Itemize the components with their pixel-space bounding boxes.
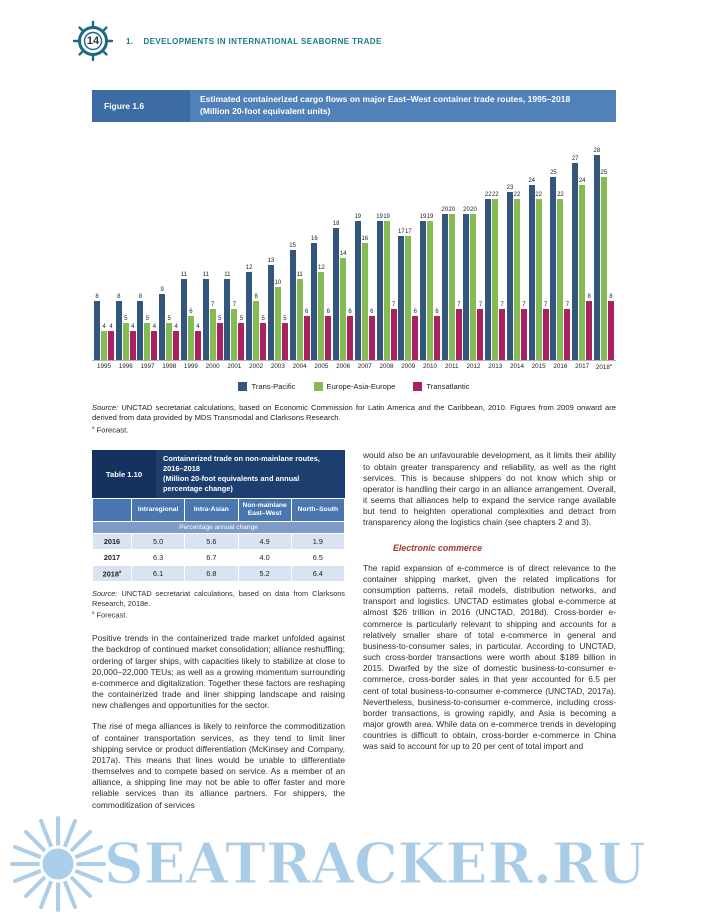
table-row — [93, 565, 345, 581]
chapter-number: 1. — [126, 36, 134, 46]
x-axis-label: 2001 — [227, 362, 242, 370]
bar-value-label: 16 — [311, 235, 318, 242]
bar — [130, 331, 136, 360]
sun-icon — [8, 814, 108, 914]
bar — [181, 279, 187, 359]
bar — [188, 316, 194, 360]
bar-group — [442, 207, 462, 360]
bar-value-label: 7 — [522, 301, 526, 308]
x-axis-label: 2000 — [205, 362, 220, 370]
bar-value-label: 4 — [152, 323, 157, 330]
bar-group — [550, 170, 570, 360]
section-heading: Electronic commerce — [393, 542, 482, 553]
bar — [485, 199, 491, 360]
x-axis-label: 2008 — [379, 362, 394, 370]
bar-group — [507, 185, 527, 360]
bar-value-label: 4 — [109, 323, 113, 330]
bar-value-label: 11 — [202, 272, 209, 279]
bar-value-label: 17 — [397, 228, 405, 235]
bar — [572, 163, 578, 360]
bar — [420, 221, 426, 360]
bar — [608, 301, 614, 359]
bar-value-label: 4 — [196, 323, 200, 330]
watermark-text: SEATRACKER.RU — [104, 831, 646, 897]
bar-value-label: 14 — [339, 250, 347, 257]
bar-value-label: 5 — [167, 316, 171, 323]
bar-value-label: 19 — [376, 214, 383, 221]
source-text: UNCTAD secretariat calculations, based on data from Clarksons Research, 2018e. — [92, 589, 345, 608]
table-cell: 6.4 — [291, 565, 344, 581]
bar-value-label: 5 — [239, 316, 244, 323]
bar-group — [94, 294, 114, 359]
bar-value-label: 7 — [457, 301, 461, 308]
bar — [311, 243, 317, 360]
table-cell: 4.0 — [238, 549, 291, 565]
bar-value-label: 15 — [289, 243, 296, 250]
bar — [427, 221, 433, 360]
bar-value-label: 17 — [404, 228, 412, 235]
figure-label: Figure 1.6 — [92, 90, 190, 122]
column-header: Intraregional — [132, 499, 185, 521]
table-cell: 6.5 — [291, 549, 344, 565]
bar-value-label: 4 — [174, 323, 178, 330]
table-body — [93, 533, 345, 581]
bar-value-label: 10 — [274, 279, 282, 286]
body-paragraph: The rise of mega alliances is likely to reinforce the commoditization of container transportation services, as they tend to limit liner shipping service or product differentiation (McKinsey and Company, 2017a). This means that lines would be unable to differentiate themselves and to compete based on service. As a member of an alliance, a shipping line may not be able to offer faster and more reliable services than its alliance partners. For shippers, the commoditization of services — [92, 721, 345, 810]
bar-group — [159, 287, 179, 360]
bar-value-label: 25 — [600, 170, 608, 177]
bar — [224, 279, 230, 359]
footnote-text: Forecast. — [96, 610, 128, 620]
bar — [318, 272, 324, 360]
bar — [557, 199, 563, 360]
bar-group — [311, 236, 331, 360]
bar-value-label: 20 — [470, 206, 477, 213]
table-cell: 6.7 — [185, 549, 238, 565]
x-axis-label: 2018$^a$ — [595, 362, 612, 371]
table-cell: 1.9 — [291, 533, 344, 549]
table-banner — [92, 450, 345, 498]
bar — [499, 309, 505, 360]
legend-label: Europe-Asia-Europe — [326, 381, 396, 391]
bar — [521, 309, 527, 360]
bar — [108, 331, 114, 360]
row-year: 2017 — [93, 549, 132, 565]
body-paragraph: Positive trends in the containerized trade market unfolded against the backdrop of continued market consolidation; alliance reshuffling; ordering of larger ships, with capacities likely to stabilize at close to 20,000–22,000 TEUs; as well as a growing momentum surrounding e-commerce and digitalization. Together these factors are reshaping the containerized trade and liner shipping landscape and raising new challenges and opportunities for the sector. — [92, 633, 345, 711]
bar — [290, 250, 296, 360]
bar — [477, 309, 483, 360]
bar-group — [246, 265, 266, 360]
bar — [586, 301, 592, 359]
bar — [369, 316, 375, 360]
bar — [260, 323, 266, 360]
table-cell: 4.9 — [238, 533, 291, 549]
bar-value-label: 8 — [95, 294, 99, 301]
bar — [384, 221, 390, 360]
bar-value-label: 6 — [435, 308, 439, 315]
bar — [282, 323, 288, 360]
bar — [195, 331, 201, 360]
row-year: 2018$^a$ — [93, 565, 132, 581]
bar-value-label: 8 — [609, 294, 613, 301]
table-cell: 5.6 — [185, 533, 238, 549]
source-text: UNCTAD secretariat calculations, based on Economic Commission for Latin America and the Caribbean, 2010. Figures from 2009 onward are derived from data provided by MDS Transmodal and Clarksons Research. — [92, 402, 616, 422]
figure-source — [92, 403, 616, 423]
bar-value-label: 24 — [528, 177, 536, 184]
bar-value-label: 5 — [218, 316, 222, 323]
bar — [253, 301, 259, 359]
table-cell: 5.0 — [132, 533, 185, 549]
legend-swatch — [314, 382, 323, 391]
bar-value-label: 8 — [138, 294, 143, 301]
x-axis-label: 1996 — [118, 362, 133, 370]
bar — [203, 279, 209, 359]
bar — [101, 331, 107, 360]
bar — [217, 323, 223, 360]
bar — [391, 309, 397, 360]
x-axis-label: 2007 — [357, 362, 372, 370]
bar-value-label: 22 — [535, 192, 543, 199]
bar-value-label: 8 — [117, 294, 121, 301]
bar-value-label: 7 — [232, 301, 237, 308]
bar-group — [290, 243, 310, 360]
bar-group — [377, 214, 397, 360]
x-axis-label: 2003 — [270, 362, 285, 370]
bar-value-label: 11 — [180, 272, 188, 279]
bar — [434, 316, 440, 360]
bar — [456, 309, 462, 360]
bar — [297, 279, 303, 359]
bar-group — [463, 207, 483, 360]
bar-value-label: 19 — [426, 214, 434, 221]
legend-item — [238, 382, 295, 391]
bar-value-label: 5 — [261, 316, 265, 323]
source-label: Source: — [92, 402, 119, 412]
table-row — [93, 549, 345, 565]
table-source — [92, 589, 345, 609]
bar-value-label: 11 — [296, 272, 303, 279]
bar — [543, 309, 549, 360]
left-column — [92, 450, 345, 810]
bar-chart — [92, 128, 616, 391]
row-year: 2016 — [93, 533, 132, 549]
bar-value-label: 7 — [391, 301, 396, 308]
bar-value-label: 8 — [254, 294, 258, 301]
bar-value-label: 5 — [124, 316, 128, 323]
bar-group — [333, 221, 353, 359]
bar-value-label: 24 — [578, 177, 586, 184]
chapter-header — [126, 37, 382, 46]
bar-value-label: 19 — [383, 214, 390, 221]
x-axis-label: 2009 — [401, 362, 416, 370]
figure-banner — [92, 90, 616, 122]
x-axis-label: 1999 — [183, 362, 198, 370]
bar — [238, 323, 244, 360]
column-header: Intra-Asian — [185, 499, 238, 521]
bar — [151, 331, 157, 360]
bar — [325, 316, 331, 360]
bar — [246, 272, 252, 360]
bar — [412, 316, 418, 360]
figure-subtitle: (Million 20-foot equivalent units) — [200, 105, 331, 116]
figure-title-block — [190, 90, 616, 122]
bar — [514, 199, 520, 360]
table-footnote — [92, 610, 345, 619]
bar-value-label: 23 — [506, 184, 514, 191]
table-cell: 6.3 — [132, 549, 185, 565]
bar-value-label: 13 — [267, 257, 275, 264]
x-axis-label: 1995 — [96, 362, 111, 370]
column-header: Non-mainlane East–West — [238, 499, 291, 521]
bar-group — [398, 229, 418, 360]
legend-swatch — [413, 382, 422, 391]
x-axis-label: 2015 — [531, 362, 546, 370]
x-axis-label: 2012 — [466, 362, 481, 370]
legend-item — [413, 382, 469, 391]
column-header: North–South — [291, 499, 344, 521]
bar-value-label: 5 — [145, 316, 150, 323]
bar — [405, 236, 411, 360]
bar — [362, 243, 368, 360]
bar — [173, 331, 179, 360]
body-paragraph: The rapid expansion of e-commerce is of direct relevance to the container shipping market, given the related implications for consumption patterns, retail models, distribution networks, and transport and logistics. UNCTAD estimates global e-commerce at almost $26 trillion in 2016 (UNCTAD, 2018d). Cross-border e-commerce is particularly relevant to shipping and accounts for a relatively smaller share of total e-commerce in general and business-to-consumer sales, in particular. According to UNCTAD, such cross-border transactions were worth about $189 billion in 2015. Dwarfed by the size of domestic business-to-consumer e-commerce, cross-border sales in that year accounted for 6.5 per cent of total business-to-consumer e-commerce (UNCTAD, 2017a). Nevertheless, business-to-consumer e-commerce, including cross-border transactions, is growing rapidly, and Asia is becoming a major growth area. While data on e-commerce trends in developing countries is difficult to obtain, cross-border e-commerce in China was said to account for up to 20 per cent of total import and — [363, 562, 616, 752]
bar — [275, 287, 281, 360]
bar-value-label: 18 — [332, 221, 340, 228]
ship-wheel-icon — [72, 20, 114, 62]
bar — [564, 309, 570, 360]
x-axis-label: 1997 — [140, 362, 155, 370]
bar-group — [203, 272, 223, 359]
chart-legend — [92, 382, 616, 391]
x-axis-label: 2011 — [444, 362, 459, 370]
bar — [529, 185, 535, 360]
bar-value-label: 9 — [160, 287, 164, 294]
bar-value-label: 22 — [484, 192, 492, 199]
table-cell: 6.8 — [185, 565, 238, 581]
bar-value-label: 12 — [245, 265, 253, 272]
chart-plot — [92, 128, 616, 361]
bar — [377, 221, 383, 360]
x-axis-label: 2010 — [423, 362, 438, 370]
legend-item — [314, 382, 396, 391]
bar — [470, 214, 476, 360]
table-band-row — [93, 521, 345, 533]
bar-group — [181, 272, 201, 359]
bar-value-label: 6 — [326, 308, 331, 315]
figure-footnote — [92, 425, 616, 435]
figure-title: Estimated containerized cargo flows on major East–West container trade routes, 1995–2018 — [200, 94, 571, 104]
bar — [304, 316, 310, 360]
watermark — [0, 810, 708, 918]
bar-value-label: 19 — [419, 214, 427, 221]
bar-value-label: 28 — [593, 148, 601, 155]
bar-value-label: 6 — [304, 308, 309, 315]
bar — [333, 228, 339, 359]
bar — [536, 199, 542, 360]
x-axis-label: 2004 — [292, 362, 307, 370]
bar — [116, 301, 122, 359]
bar-group — [268, 258, 288, 360]
column-header-empty — [93, 499, 132, 521]
bar — [347, 316, 353, 360]
table-title: Containerized trade on non-mainlane routes, 2016–2018 — [163, 454, 320, 474]
bar-value-label: 7 — [478, 301, 483, 308]
legend-label: Transatlantic — [426, 381, 470, 391]
bar-value-label: 25 — [550, 170, 557, 177]
bar — [159, 294, 165, 360]
bar-group — [420, 214, 440, 360]
body-paragraph: would also be an unfavourable development, as it limits their ability to obtain greater transparency and reliability, as well as the right services. This is because shippers do not know which ship or operator is handling their cargo in an alliance arrangement. Overall, it seems that alliances help to expand the service range available but tend to heighten operational complexities and detract from transparency along the logistics chain (see chapters 2 and 3). — [363, 450, 616, 528]
bar — [594, 155, 600, 359]
footnote-marker: a — [92, 424, 95, 430]
bar-group — [355, 214, 375, 360]
x-axis-label: 2016 — [553, 362, 568, 370]
bar-value-label: 6 — [370, 308, 374, 315]
bar-value-label: 4 — [131, 323, 135, 330]
bar — [550, 177, 556, 360]
bar-value-label: 6 — [189, 308, 193, 315]
bar-value-label: 22 — [491, 192, 499, 199]
bar-value-label: 16 — [361, 235, 369, 242]
table-label: Table 1.10 — [92, 450, 156, 498]
table-title-block — [156, 450, 345, 498]
bar-value-label: 7 — [211, 301, 215, 308]
data-table — [92, 498, 345, 582]
bar-value-label: 5 — [283, 316, 287, 323]
bar-value-label: 20 — [441, 206, 449, 213]
bar — [398, 236, 404, 360]
bar — [137, 301, 143, 359]
bar-group — [116, 294, 136, 359]
bar-value-label: 4 — [102, 323, 106, 330]
bar-group — [224, 272, 244, 359]
bar-group — [529, 178, 549, 360]
text-columns — [92, 450, 616, 810]
bar-value-label: 20 — [448, 206, 456, 213]
page-number: 14 — [86, 35, 100, 47]
x-axis-label: 2006 — [336, 362, 351, 370]
x-axis-label: 2014 — [509, 362, 524, 370]
table-band-cell: Percentage annual change — [93, 521, 345, 533]
chapter-title: DEVELOPMENTS IN INTERNATIONAL SEABORNE TRADE — [143, 36, 382, 46]
table-cell: 6.1 — [132, 565, 185, 581]
bar-value-label: 12 — [318, 265, 325, 272]
bar-value-label: 7 — [544, 301, 548, 308]
x-axis-label: 2017 — [575, 362, 590, 370]
x-axis-label: 1998 — [162, 362, 177, 370]
page-header — [72, 20, 708, 62]
bar — [601, 177, 607, 360]
bar — [492, 199, 498, 360]
bar-value-label: 11 — [224, 272, 231, 279]
table-cell: 5.2 — [238, 565, 291, 581]
bar-value-label: 22 — [513, 192, 521, 199]
footnote-text: Forecast. — [96, 425, 129, 435]
bar-value-label: 6 — [413, 308, 417, 315]
x-axis-label: 2013 — [488, 362, 503, 370]
bar-value-label: 8 — [587, 294, 591, 301]
bar-value-label: 19 — [354, 214, 362, 221]
right-column — [363, 450, 616, 810]
table-head-row — [93, 499, 345, 521]
bar-value-label: 7 — [500, 301, 504, 308]
bar-group — [485, 192, 505, 360]
bar — [507, 192, 513, 360]
chart-x-labels — [92, 363, 616, 371]
bar — [463, 214, 469, 360]
bar-value-label: 20 — [463, 206, 470, 213]
bar — [94, 301, 100, 359]
bar-value-label: 7 — [565, 301, 570, 308]
x-axis-label: 2005 — [314, 362, 329, 370]
legend-swatch — [238, 382, 247, 391]
legend-label: Trans-Pacific — [251, 381, 296, 391]
bar — [579, 185, 585, 360]
bar-value-label: 22 — [557, 192, 564, 199]
bar-group — [594, 148, 614, 359]
bar-group — [572, 156, 592, 360]
source-label: Source: — [92, 589, 118, 599]
x-axis-label: 2002 — [249, 362, 264, 370]
bar-group — [137, 294, 157, 359]
table-subtitle: (Million 20-foot equivalents and annual percentage change) — [163, 474, 300, 494]
footnote-marker: a — [92, 609, 95, 615]
bar-value-label: 6 — [348, 308, 352, 315]
bar — [449, 214, 455, 360]
bar-value-label: 27 — [571, 155, 579, 162]
bar — [442, 214, 448, 360]
table-row — [93, 533, 345, 549]
